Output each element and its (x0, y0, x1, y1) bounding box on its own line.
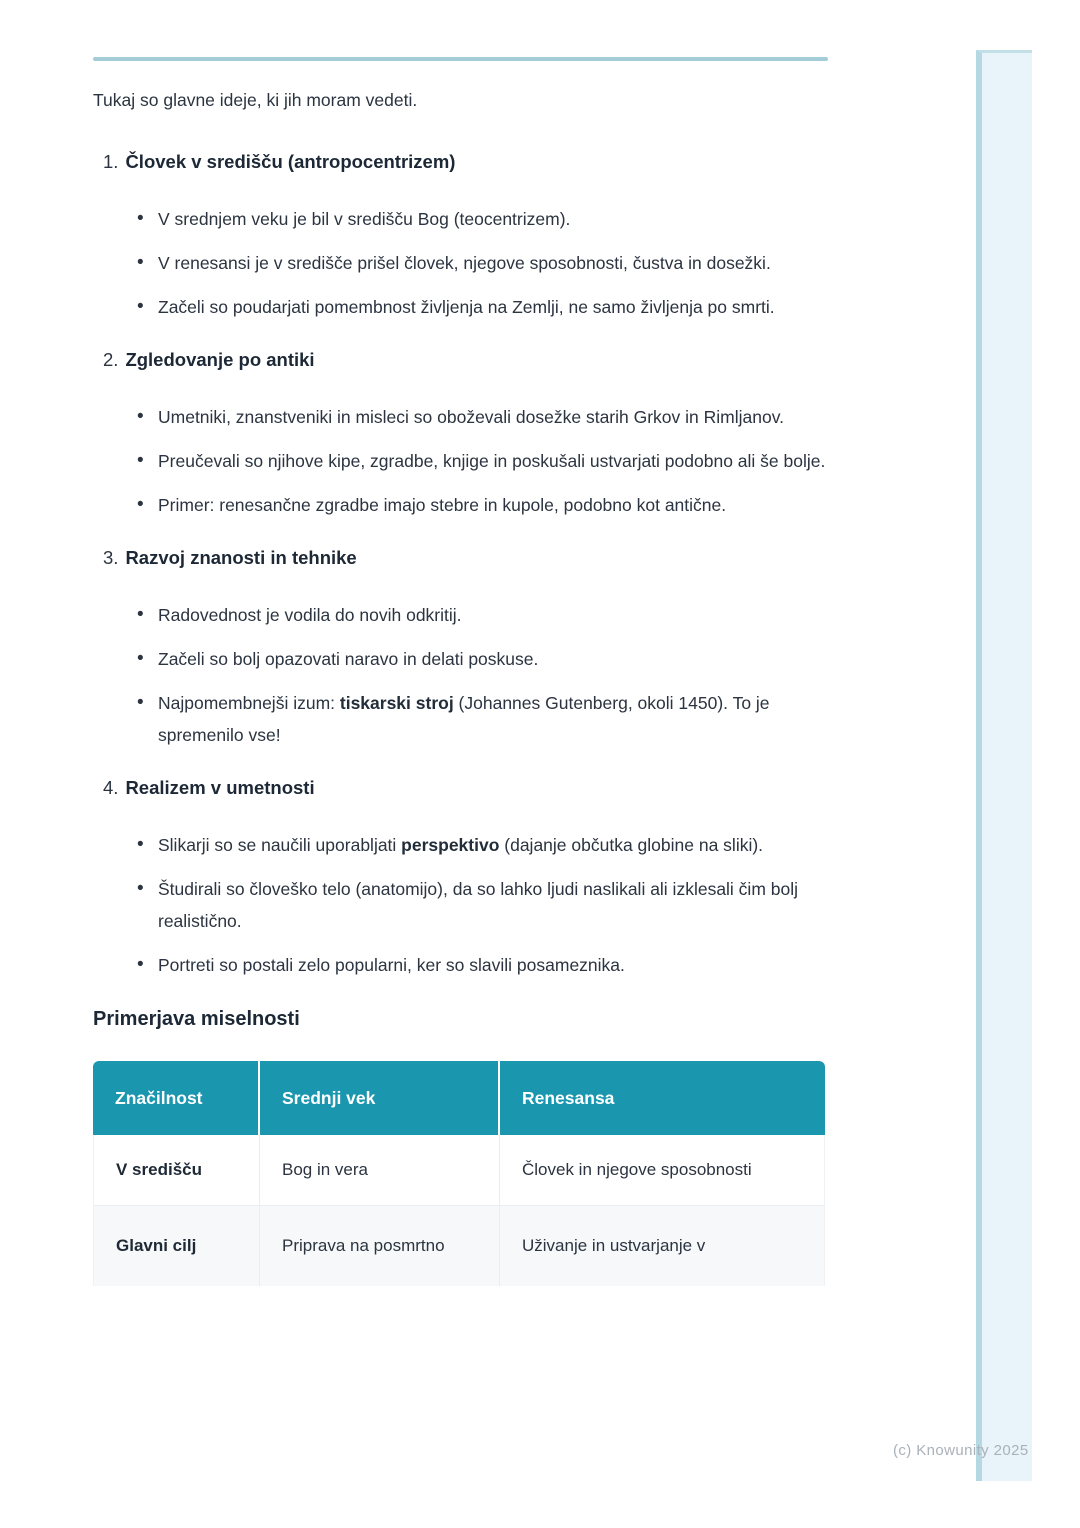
section-title (103, 149, 828, 175)
section-title-text: Razvoj znanosti in tehnike (125, 547, 357, 568)
table-body (93, 1135, 825, 1286)
bullet-list (93, 401, 828, 521)
comparison-heading: Primerjava miselnosti (93, 1008, 300, 1030)
bullet-item: • Začeli so bolj opazovati naravo in delati poskuse. (158, 643, 828, 675)
table-cell: Bog in vera (260, 1135, 500, 1206)
table-header-cell: Renesansa (500, 1061, 825, 1135)
bullet-list (93, 599, 828, 751)
section (93, 149, 828, 323)
bullet-item: • Radovednost je vodila do novih odkritij. (158, 599, 828, 631)
comparison-table (93, 1061, 825, 1286)
bullet-item: • Umetniki, znanstveniki in misleci so oboževali dosežke starih Grkov in Rimljanov. (158, 401, 828, 433)
table-cell: Uživanje in ustvarjanje v (500, 1206, 825, 1286)
section-title-text: Realizem v umetnosti (125, 777, 315, 798)
table-cell: Priprava na posmrtno (260, 1206, 500, 1286)
section (93, 545, 828, 751)
section-title (103, 347, 828, 373)
bullet-item: • Slikarji so se naučili uporabljati perspektivo (dajanje občutka globine na sliki). (158, 829, 828, 861)
watermark: (c) Knowunity 2025 (893, 1442, 1029, 1459)
row-label-cell: Glavni cilj (93, 1206, 260, 1286)
section-number: 4. (103, 777, 119, 798)
table-header-row (93, 1061, 825, 1135)
sections-list (93, 149, 828, 981)
bullet-item: • V srednjem veku je bil v središču Bog (teocentrizem). (158, 203, 828, 235)
table-header-cell: Srednji vek (260, 1061, 500, 1135)
document-body (93, 57, 828, 1286)
bullet-item: • Študirali so človeško telo (anatomijo), da so lahko ljudi naslikali ali izklesali čim bolj realistično. (158, 873, 828, 937)
table-header-cell: Značilnost (93, 1061, 260, 1135)
table-row (93, 1206, 825, 1286)
bullet-item: • Začeli so poudarjati pomembnost življenja na Zemlji, ne samo življenja po smrti. (158, 291, 828, 323)
bullet-item: • Preučevali so njihove kipe, zgradbe, knjige in poskušali ustvarjati podobno ali še bolje. (158, 445, 828, 477)
bullet-item: • Portreti so postali zelo popularni, ker so slavili posameznika. (158, 949, 828, 981)
bullet-item: • Primer: renesančne zgradbe imajo stebre in kupole, podobno kot antične. (158, 489, 828, 521)
section-title (103, 545, 828, 571)
scroll-panel[interactable] (976, 50, 1032, 1481)
content-top-divider (93, 57, 828, 61)
section (93, 347, 828, 521)
bullet-item: • V renesansi je v središče prišel človek, njegove sposobnosti, čustva in dosežki. (158, 247, 828, 279)
bullet-list (93, 203, 828, 323)
section-title-text: Človek v središču (antropocentrizem) (125, 151, 456, 172)
section-title-text: Zgledovanje po antiki (125, 349, 315, 370)
bullet-list (93, 829, 828, 981)
section-number: 1. (103, 151, 119, 172)
section-number: 2. (103, 349, 119, 370)
table-row (93, 1135, 825, 1206)
table-cell: Človek in njegove sposobnosti (500, 1135, 825, 1206)
section-number: 3. (103, 547, 119, 568)
intro-paragraph: Tukaj so glavne ideje, ki jih moram vedeti. (93, 90, 418, 110)
row-label-cell: V središču (93, 1135, 260, 1206)
section (93, 775, 828, 981)
section-title (103, 775, 828, 801)
bullet-item: • Najpomembnejši izum: tiskarski stroj (Johannes Gutenberg, okoli 1450). To je spremenilo vse! (158, 687, 828, 751)
